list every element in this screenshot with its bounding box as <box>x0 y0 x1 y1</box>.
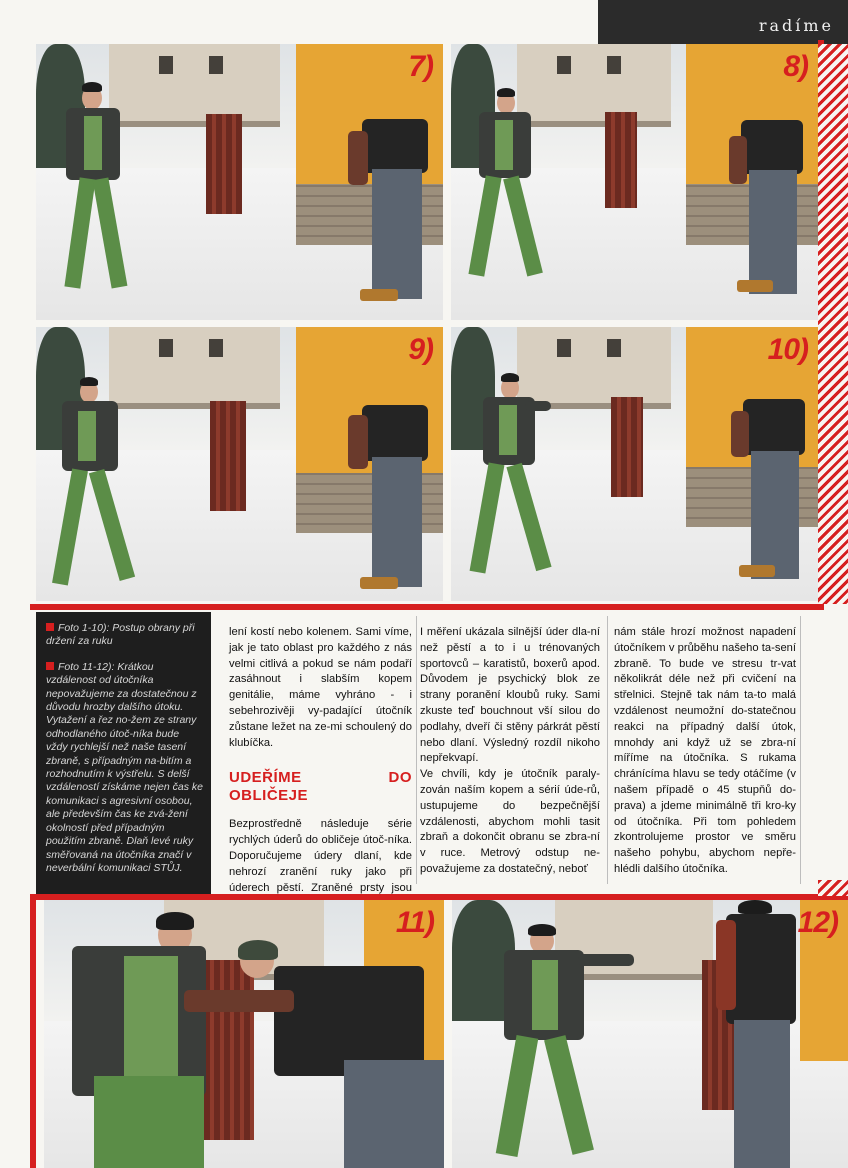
decorative-stripe <box>818 880 848 896</box>
article-paragraph: nám stále hrozí možnost napadení útočníkem v průběhu našeho ta-sení zbraně. To bude ve stresu tr-vat několikrát déle než při cvičení na střelnici. Stejně tak nám ta-to malá vzdálenost neumožní do-statečnou reakci na případný další útok, mnohdy ani když už se zbra-ní míříme na útočníka. S rukama chránícíma hlavu se tedy otáčíme (v našem případě o 45 stupňů do-prava) a jdeme minimálně tři kro-ky od útočníka. Při tom pohledem zkontrolujeme prostor ve směru našeho pohybu, abychom nepře-hlédli dalšího útočníka. <box>614 626 796 875</box>
caption-photos-11-12: Foto 11-12): Krátkou vzdálenost od útočníka nepovažujeme za dostatečnou z důvodu hrozby dalšího útoku. Vytažení a řez no-žem ze strany odhodlaného útoč-níka bude vždy rychlejší než naše tasení zbraně, s případným na-bitím a rozhodnutím k výstřelu. S delší vzdáleností získáme nejen čas ke komunikaci s agresivní osobou, ale především čas ke zvá-žení okolností před případným použitím zbraně. Dlaň levé ruky směřovaná na útočníka značí v neverbální komunikaci STŮJ. <box>46 660 203 874</box>
article-paragraph: lení kostí nebo kolenem. Sami víme, jak je tato oblast pro každého z nás velmi citlivá a pokud se nám podaří zasáhnout i slabším kopem genitálie, máme vyhráno - i sebehrozivěji vy-padající útočník zůstane ležet na ze-mi schoulený do klubíčka. <box>229 626 412 749</box>
article-paragraph: Bezprostředně následuje série rychlých úderů do obličeje útoč-níka. Doporučujeme údery dlaní, kde nehrozí zranění ruky jako při úderech pěstí. Zraněné prsty jsou <box>229 818 412 894</box>
photo-8 <box>451 44 818 320</box>
photo-number: 10) <box>767 333 808 366</box>
photo-number: 11) <box>395 906 434 939</box>
column-divider <box>800 616 801 884</box>
article-subheading: UDEŘÍME DO OBLIČEJE <box>229 769 412 805</box>
photo-number: 8) <box>783 50 808 83</box>
photo-captions-sidebar <box>36 612 211 895</box>
decorative-stripe <box>818 44 848 604</box>
article-column-2 <box>420 625 600 878</box>
bullet-square-icon <box>46 623 54 631</box>
article-paragraph: Ve chvíli, kdy je útočník paraly-zován naším kopem a sérií úde-rů, ustupujeme do bezpečnější vzdálenosti, abychom mohli tasit zbraň a dokončit obranu se zbra-ní v ruce. Metrový odstup ne-považujeme za dostatečný, neboť <box>420 768 600 875</box>
photo-9 <box>36 327 443 601</box>
photo-7 <box>36 44 443 320</box>
column-divider <box>416 616 417 884</box>
caption-photos-1-10: Foto 1-10): Postup obrany při držení za ruku <box>46 622 195 648</box>
photo-12 <box>452 900 848 1168</box>
photo-number: 9) <box>408 333 433 366</box>
photo-10 <box>451 327 818 601</box>
photo-number: 7) <box>408 50 433 83</box>
column-divider <box>607 616 608 884</box>
article-column-1 <box>229 625 412 912</box>
section-label: radíme <box>758 16 834 35</box>
photo-number: 12) <box>797 906 838 939</box>
section-header-tab <box>598 0 848 44</box>
article-paragraph: I měření ukázala silnější úder dla-ní než pěstí a to i u trénovaných sportovců – karatistů, boxerů apod. Důvodem je psychický blok ze strany poranění kloubů ruky. Sami zkuste teď bouchnout vší silou do podlahy, dveří či stěny párkrát pěstí nebo dlaní. Výsledný rozdíl nikoho nepřekvapí. <box>420 626 600 765</box>
photo-frame-bottom-left <box>30 894 36 1168</box>
bullet-square-icon <box>46 662 54 670</box>
photo-11 <box>44 900 444 1168</box>
article-column-3 <box>614 625 796 878</box>
